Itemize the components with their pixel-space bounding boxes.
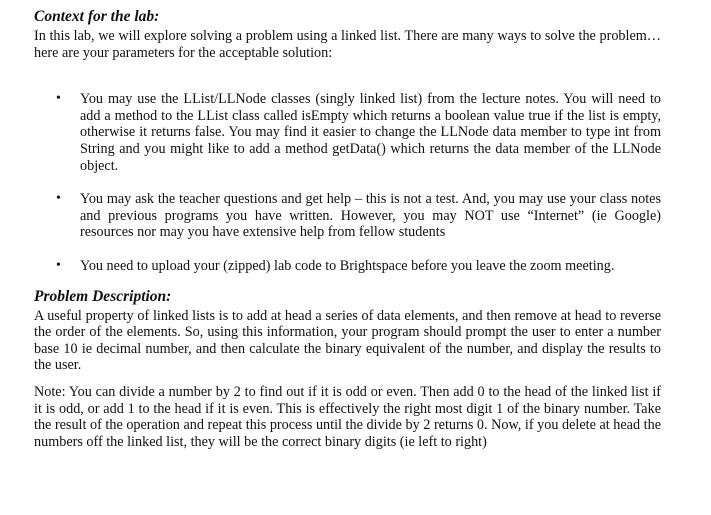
list-item xyxy=(34,258,661,275)
list-item xyxy=(34,191,661,241)
problem-paragraph: A useful property of linked lists is to add at head a series of data elements, and then remove at head to reverse the order of the elements. So, using this information, your program should prompt the user to enter a number base 10 ie decimal number, and then calculate the binary equivalent of the number, and display the results to the user. xyxy=(34,307,661,374)
bullet-icon: • xyxy=(56,191,61,207)
context-intro: In this lab, we will explore solving a problem using a linked list. There are many ways to solve the problem…here are your parameters for the acceptable solution: xyxy=(34,28,661,61)
context-heading: Context for the lab: xyxy=(34,8,160,25)
list-item xyxy=(34,91,661,174)
list-item-text: You may ask the teacher questions and get help – this is not a test. And, you may use your class notes and previous programs you have written. However, you may NOT use “Internet” (ie Google) resources nor may you have extensive help from fellow students xyxy=(80,191,661,241)
problem-heading: Problem Description: xyxy=(34,287,172,305)
parameters-list xyxy=(34,91,661,274)
note-paragraph: Note: You can divide a number by 2 to find out if it is odd or even. Then add 0 to the head of the linked list if it is odd, or add 1 to the head if it is even. This is effectively the right most digit 1 of the binary number. Take the result of the operation and repeat this process until the divide by 2 returns 0. Now, if you delete at head the numbers off the linked list, they will be the correct binary digits (ie left to right) xyxy=(34,383,661,450)
list-item-text: You need to upload your (zipped) lab code to Brightspace before you leave the zoom meeting. xyxy=(80,257,615,274)
bullet-icon: • xyxy=(56,257,61,273)
list-item-text: You may use the LList/LLNode classes (singly linked list) from the lecture notes. You will need to add a method to the LList class called isEmpty which returns a boolean value true if the list is empty, otherwise it returns false. You may find it easier to change the LLNode data member to type int from String and you might like to add a method getData() which returns the data member of the LLNode object. xyxy=(80,91,661,174)
bullet-icon: • xyxy=(56,91,61,107)
